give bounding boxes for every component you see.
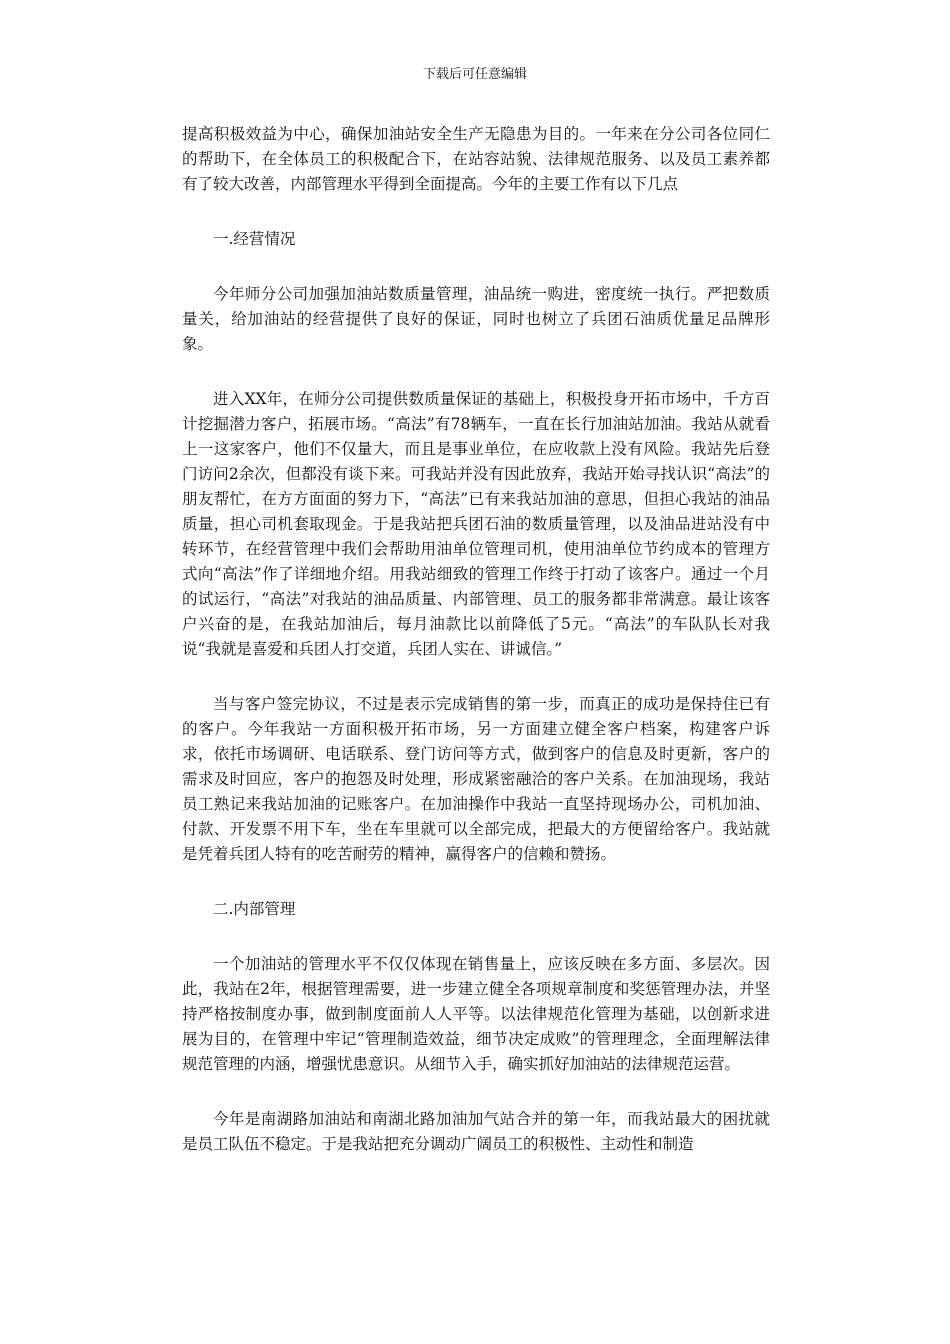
body-paragraph: 今年是南湖路加油站和南湖北路加油加气站合并的第一年，而我站最大的困扰就是员工队伍不稳定。于是我站把充分调动广阔员工的积极性、主动性和制造 — [182, 1110, 770, 1153]
section-heading-operations: 一.经营情况 — [213, 230, 296, 248]
page-header: 下载后可任意编辑 — [422, 67, 527, 82]
intro-paragraph: 提高积极效益为中心，确保加油站安全生产无隐患为目的。一年来在分公司各位同仁的帮助下，在全体员工的积极配合下，在站容站貌、法律规范服务、以及员工素养都有了较大改善，内部管理水平得到全面提高。今年的主要工作有以下几点 — [182, 125, 770, 193]
body-paragraph: 今年师分公司加强加油站数质量管理，油品统一购进，密度统一执行。严把数质量关，给加油站的经营提供了良好的保证，同时也树立了兵团石油质优量足品牌形象。 — [182, 285, 770, 353]
document-body — [182, 122, 770, 1187]
body-paragraph: 一个加油站的管理水平不仅仅体现在销售量上，应该反映在多方面、多层次。因此，我站在2年，根据管理需要，进一步建立健全各项规章制度和奖惩管理办法，并坚持严格按制度办事，做到制度面前人人平等。以法律规范化管理为基础，以创新求进展为目的，在管理中牢记“管理制造效益，细节决定成败”的管理理念，全面理解法律规范管理的内涵，增强忧患意识。从细节入手，确实抓好加油站的法律规范运营。 — [182, 955, 770, 1073]
body-paragraph: 进入XX年，在师分公司提供数质量保证的基础上，积极投身开拓市场中，千方百计挖掘潜力客户，拓展市场。“高法”有78辆车，一直在长行加油站加油。我站从就看上一这家客户，他们不仅量大，而且是事业单位，在应收款上没有风险。我站先后登门访问2余次，但都没有谈下来。可我站并没有因此放弃，我站开始寻找认识“高法”的朋友帮忙，在方方面面的努力下，“高法”已有来我站加油的意思，但担心我站的油品质量，担心司机套取现金。于是我站把兵团石油的数质量管理，以及油品进站没有中转环节，在经营管理中我们会帮助用油单位管理司机，使用油单位节约成本的管理方式向“高法”作了详细地介绍。用我站细致的管理工作终于打动了该客户。通过一个月的试运行，“高法”对我站的油品质量、内部管理、员工的服务都非常满意。最让该客户兴奋的是，在我站加油后，每月油款比以前降低了5元。“高法”的车队队长对我说“我就是喜爱和兵团人打交道，兵团人实在、讲诚信。” — [182, 390, 770, 658]
body-paragraph: 当与客户签完协议，不过是表示完成销售的第一步，而真正的成功是保持住已有的客户。今年我站一方面积极开拓市场，另一方面建立健全客户档案，构建客户诉求，依托市场调研、电话联系、登门访问等方式，做到客户的信息及时更新，客户的需求及时回应，客户的抱怨及时处理，形成紧密融洽的客户关系。在加油现场，我站员工熟记来我站加油的记账客户。在加油操作中我站一直坚持现场办公，司机加油、付款、开发票不用下车，坐在车里就可以全部完成，把最大的方便留给客户。我站就是凭着兵团人特有的吃苦耐劳的精神，赢得客户的信赖和赞扬。 — [182, 695, 770, 863]
section-heading-internal-management: 二.内部管理 — [213, 900, 296, 918]
